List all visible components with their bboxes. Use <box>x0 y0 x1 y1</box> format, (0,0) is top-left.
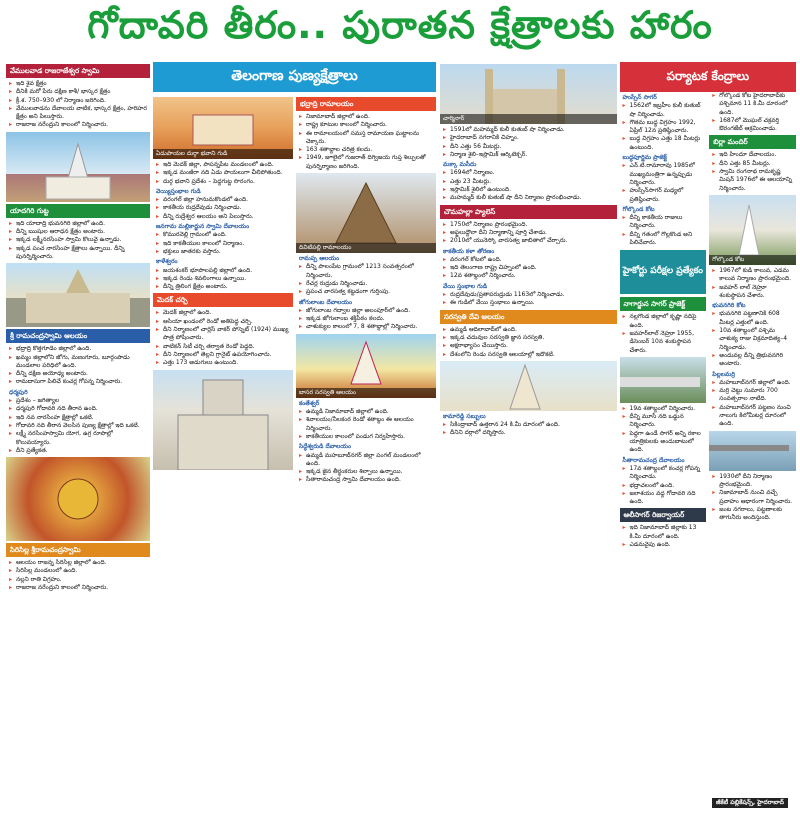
bullet-item: ▸ ఎన్.టి.రామారావు 1985లో ముఖ్యమంత్రిగా ఉన్నప్పుడు నిర్మించారు. <box>623 162 704 187</box>
bullet-item: ▸ బుద్ధ విగ్రహం ఎత్తు 18 మీటర్లు ఉంటుంది. <box>623 135 704 152</box>
column-right-right <box>620 62 797 549</box>
section-body <box>620 94 707 247</box>
bullet-item: ▸ రాష్ట్ర కూటుల కాలంలో నిర్మించారు. <box>299 121 433 129</box>
bullet-item: ▸ ఇక్కడ చదువుల సరస్వతి జ్ఞాన సరస్వతి. <box>443 334 614 342</box>
sub-head: హుస్సేన్ సాగర్ <box>622 94 657 101</box>
bullet-item: ▸ ఆలయం రాజన్న సిరిసిల్ల జిల్లాలో ఉంది. <box>9 559 147 567</box>
bullet-item: ▸ ఎత్తు 173 అడుగులు ఉంటుంది. <box>156 359 290 367</box>
bullet-item: ▸ వేములవాడను దేవాలయ వాటిక, భాస్కర క్షేత్రం, హరిహర క్షేత్రం అని పిలుస్తారు. <box>9 105 147 122</box>
section-body <box>296 255 436 332</box>
bullet-item: ▸ రుద్రదేవుడు/ప్రతాపరుద్రుడు 1163లో నిర్మించాడు. <box>443 291 614 299</box>
bullet-item: ▸ 12వ శతాబ్దంలో నిర్మించారు. <box>443 272 614 280</box>
section-head: యాదగిరి గుట్ట <box>6 204 150 218</box>
sub-head: కంతేశ్వర్ <box>299 399 320 407</box>
bullet-item: ▸ 1591లో మహమ్మద్ కులీ కుతుబ్ షా నిర్మించాడు. <box>443 126 614 134</box>
bullet-item: ▸ ఇది కాకతీయుల కాలంలో నిర్మాణం. <box>156 240 290 248</box>
bullet-item: ▸ హుస్సేన్‌సాగర్ మధ్యలో ప్రతిష్ఠించారు. <box>623 187 704 204</box>
temple-icon <box>6 132 150 202</box>
bullet-item: ▸ 1694లో నిర్మాణం. <box>443 169 614 177</box>
sub-head: కాళేశ్వరం <box>156 258 178 266</box>
bullet-item: ▸ దీని ప్రత్యేకత. <box>9 447 147 455</box>
bullet-item: ▸ ఇది హిందూ దేవాలయం. <box>712 151 793 159</box>
bullet-item: ▸ ఎడమవైపు ఉంది. <box>623 541 704 549</box>
stone-temple-image <box>296 173 436 253</box>
bullet-item: ▸ జలాశయం వద్ద గోదావరి నది ఉంది. <box>623 490 704 507</box>
bullet-item: ▸ ఈ గుడిలో వేయి స్తంభాలు ఉన్నాయి. <box>443 299 614 307</box>
bullet-item: ▸ ఇక్కడ పంచ నారసింహ క్షేత్రాలు ఉన్నాయి. దీన్ని పునర్నిర్మించారు. <box>9 245 147 262</box>
bullet-item: ▸ జయశంకర్ భూపాలపల్లి జిల్లాలో ఉంది. <box>156 267 290 275</box>
bullet-item: ▸ ఇది నిజామాబాద్ జిల్లాకు 13 కి.మీ దూరంలో ఉంది. <box>623 524 704 541</box>
section-body <box>709 92 796 133</box>
bullet-item: ▸ శివాలయం/నీలకంఠ రెండో శతాబ్దం ఈ ఆలయం నిర్మించారు. <box>299 416 433 433</box>
bullet-item: ▸ భద్రాచలంలో ఉంది. <box>623 482 704 490</box>
bullet-item: ▸ దీని నిర్మాణంలో చార్లెస్ వాకర్ పోస్నెట్ (1924) ముఖ్య పాత్ర పోషించారు. <box>156 326 290 343</box>
bullet-item: ▸ ప్రపంచ వారసత్వ కట్టడంగా గుర్తింపు. <box>299 288 433 296</box>
section-body <box>440 413 617 438</box>
section-body <box>620 405 707 507</box>
section-body <box>709 267 796 429</box>
section-body <box>620 313 707 354</box>
section-head: భద్రాద్రి రామాలయం <box>296 97 436 111</box>
section-body <box>6 220 150 261</box>
dam-icon <box>620 357 700 403</box>
bullet-item: ▸ ఉమ్మడి నిజామాబాద్ జిల్లాలో ఉంది. <box>299 408 433 416</box>
bullet-item: ▸ మహబూబ్‌నగర్ జిల్లాలో ఉంది. <box>712 379 793 387</box>
bridge-icon <box>709 431 789 471</box>
bullet-item: ▸ కొమురవెల్లి గ్రామంలో ఉంది. <box>156 231 290 239</box>
column-left <box>6 62 150 810</box>
bullet-item: ▸ చాళుక్యుల కాలంలో 7, 8 శతాబ్దాల్లో నిర్మించారు. <box>299 323 433 331</box>
bullet-item: ▸ జోగులాంబ గద్వాల జిల్లా అలంపూర్‌లో ఉంది. <box>299 307 433 315</box>
bullet-item: ▸ 163 శతాబ్దాల చరిత్ర కలదు. <box>299 146 433 154</box>
bullet-item: ▸ రాజరాజ నరేంద్రుని కాలంలో నిర్మించారు. <box>9 584 147 592</box>
banner-exam: హైకోర్టు పరీక్షల ప్రత్యేకం <box>620 250 707 294</box>
bullet-item: ▸ దేశంలోని రెండు సరస్వతి ఆలయాల్లో ఇదొకటి. <box>443 351 614 359</box>
temple-complex-icon <box>6 263 150 327</box>
bullet-item: ▸ మెదక్ జిల్లాలో ఉంది. <box>156 309 290 317</box>
section-body <box>296 400 436 485</box>
bullet-item: ▸ దీని నిర్మాణంలో తెల్లని గ్రానైట్ ఉపయోగించారు. <box>156 351 290 359</box>
section-body <box>620 524 707 549</box>
bullet-item: ▸ 1967లో కుడి కాలువ, ఎడమ కాలువ నిర్మాణం ప్రారంభమైంది. <box>712 267 793 284</box>
bullet-item: ▸ ధర్మపురి గోదావరి నది తీరాన ఉంది. <box>9 405 147 413</box>
reservoir-image <box>709 431 796 471</box>
bullet-item: ▸ గౌతమ బుద్ధ విగ్రహం 1992, ఏప్రిల్ 12న ప్రతిష్ఠించారు. <box>623 119 704 136</box>
bullet-item: ▸ ఉమ్మడి ఆదిలాబాద్‌లో ఉంది. <box>443 326 614 334</box>
sub-head: మక్కా మసీదు <box>443 161 477 169</box>
sub-head: కామారెడ్డి సబ్బులు <box>443 412 486 420</box>
bullet-item: ▸ ఇక్కడ జైన తీర్థంకరుల శిల్పాలు ఉన్నాయి. <box>299 468 433 476</box>
bullet-item: ▸ వరంగల్ జిల్లా హనుమకొండలో ఉంది. <box>156 196 290 204</box>
sub-head: ధర్మపురి <box>9 388 28 396</box>
bullet-item: ▸ క్రీ.శ. 750–930 లో నిర్మాణం జరిగింది. <box>9 97 147 105</box>
bullet-item: ▸ జంట నగరాలు, పట్టణాలకు తాగునీరు అందిస్తుంది. <box>712 506 793 523</box>
bullet-item: ▸ మహబూబ్‌నగర్ పట్టణం నుంచి నాలుగు కిలోమీటర్ల దూరంలో ఉంది. <box>712 404 793 429</box>
bullet-item: ▸ దీనికి మరో పేరు దక్షిణ కాశీ/ భాస్కర క్షేత్రం <box>9 88 147 96</box>
bullet-item: ▸ గోల్కొండ కోట హైదరాబాద్‌కు పశ్చిమాన 11 కి.మీ దూరంలో ఉంది. <box>712 92 793 117</box>
sub-head: రామప్ప ఆలయం <box>299 255 340 263</box>
edupayala-image <box>153 97 293 159</box>
bullet-item: ▸ నల్లని రాతి విగ్రహం. <box>9 576 147 584</box>
bullet-item: ▸ 19వ శతాబ్దంలో నిర్మించారు. <box>623 405 704 413</box>
section-head: సరస్వతి దేవి ఆలయం <box>440 310 617 324</box>
bullet-item: ▸ 1562లో ఇబ్రహీం కులీ కుతుబ్ షా నిర్మించాడు. <box>623 102 704 119</box>
sub-head: వెయ్యిస్తంభాల గుడి <box>156 187 201 195</box>
bullet-item: ▸ స్వామి రంగనాథ రామకృష్ణ మిషన్ 1976లో ఈ ఆలయాన్ని నిర్మించారు. <box>712 168 793 193</box>
section-body <box>6 80 150 130</box>
bullet-item: ▸ అక్షరాభ్యాసం చేయిస్తారు. <box>443 342 614 350</box>
column-middle-left <box>153 95 293 485</box>
bullet-item: ▸ జవహర్ లాల్ నెహ్రూ శంకుస్థాపన చేశారు. <box>712 284 793 301</box>
bullet-item: ▸ ఇక్కడ మంజీరా నది ఏడు పాయలుగా చీలిపోతుంది. <box>156 169 290 177</box>
bullet-item: ▸ సికింద్రాబాద్ ఉత్తరాన 24 కి.మీ దూరంలో ఉంది. <box>443 421 614 429</box>
page-title: గోదావరి తీరం.. పురాతన క్షేత్రాలకు హారం <box>87 3 713 47</box>
bullet-item: ▸ రాజరాజ నరేంద్రుని కాలంలో నిర్మించారు. <box>9 121 147 129</box>
stone-temple-icon <box>296 173 436 253</box>
sub-head: వేయి స్తంభాల గుడి <box>443 282 488 290</box>
sub-head: బుద్ధపూర్ణిమ ప్రాజెక్ట్ <box>622 154 667 162</box>
bullet-item: ▸ హైదరాబాద్ నగరానికి చిహ్నం. <box>443 134 614 142</box>
yadagiri-image <box>6 263 150 327</box>
section-body <box>440 126 617 203</box>
church-icon <box>153 370 293 470</box>
bullet-item: ▸ 1687లో మొఘల్ చక్రవర్తి ఔరంగజేబ్ ఆక్రమించాడు. <box>712 117 793 134</box>
image-caption: చార్మినార్ <box>440 114 617 124</box>
bullet-item: ▸ ఎత్తు 23 మీటర్లు. <box>443 178 614 186</box>
bullet-item: ▸ దీన్ని దక్షిణ అయోధ్య అంటారు. <box>9 370 147 378</box>
bullet-item: ▸ భక్తులు జాతరకు వస్తారు. <box>156 248 290 256</box>
charminar-image <box>440 64 617 124</box>
bullet-item: ▸ భువనగిరి పట్టణానికి 608 మీటర్ల ఎత్తులో ఉంది. <box>712 310 793 327</box>
bullet-item: ▸ గోదావరి నది తీరాన వెలసిన పుణ్య క్షేత్రాల్లో ఇది ఒకటి. <box>9 422 147 430</box>
bullet-item: ▸ ఉమ్మడి మహబూబ్‌నగర్ జిల్లా పంగల్ మండలంలో ఉంది. <box>299 452 433 469</box>
bullet-item: ▸ ఇది యాదాద్రి భువనగిరి జిల్లాలో ఉంది. <box>9 220 147 228</box>
column-middle-right <box>296 95 436 485</box>
section-body <box>6 345 150 455</box>
bullet-item: ▸ మర్రి చెట్టు సుమారు 700 సంవత్సరాల నాటిది. <box>712 387 793 404</box>
temple-tower-image <box>440 361 617 411</box>
bullet-item: ▸ అఫ్జలుద్దౌలా దీని నిర్మాణాన్ని పూర్తి చేశాడు. <box>443 229 614 237</box>
sub-head: కాకతీయ కళా తోరణం <box>443 247 495 255</box>
section-body <box>6 559 150 592</box>
bullet-item: ▸ దీన్ని త్రిలింగ క్షేత్రం అంటారు. <box>156 283 290 291</box>
bullet-item: ▸ 1930లో దీని నిర్మాణం ప్రారంభమైంది. <box>712 473 793 490</box>
sub-head: పిల్లలమర్రి <box>712 370 735 378</box>
bullet-item: ▸ ఇది మెదక్ జిల్లా, పాపన్నపేట మండలంలో ఉంది. <box>156 161 290 169</box>
bullet-item: ▸ దీన్ని కాకతీయ రాజులు నిర్మించారు. <box>623 214 704 231</box>
bullet-item: ▸ దీని ఎత్తు 85 మీటర్లు. <box>712 160 793 168</box>
image-caption: బాసర సరస్వతి ఆలయం <box>296 388 436 398</box>
bullet-item: ▸ వరంగల్ కోటలో ఉంది. <box>443 256 614 264</box>
bullet-item: ▸ దుర్గ భవాని ప్రదేశం – పెద్దగుట్ట సొరంగం. <box>156 178 290 186</box>
bullet-item: ▸ సిరిసిల్ల మండలంలో ఉంది. <box>9 567 147 575</box>
bullet-item: ▸ దీన్ని పాలంపేట గ్రామంలో 1213 సంవత్సరంలో నిర్మించారు. <box>299 263 433 280</box>
bullet-item: ▸ ఖమ్మం జిల్లాలోని జోగు, మణుగూరు, బూర్గంపాడు మండలాల పరిధిలో ఉంది. <box>9 354 147 371</box>
section-body <box>153 161 293 291</box>
sub-head: భువనగిరి కోట <box>712 302 746 310</box>
temple-image <box>6 132 150 202</box>
section-head: చౌమహల్లా ప్యాలెస్ <box>440 205 617 219</box>
sub-head: జోగులాంబ దేవాలయం <box>299 298 353 306</box>
section-body <box>709 151 796 192</box>
footer-publisher: జీకేటీ పబ్లికేషన్స్, హైదరాబాద్ <box>712 798 788 808</box>
bullet-item: ▸ దీన్ని మూసీ నది ఒడ్డున నిర్మించారు. <box>623 413 704 430</box>
bullet-item: ▸ దీన్ని ఋషుల ఆరాధన క్షేత్రం అంటారు. <box>9 228 147 236</box>
bullet-item: ▸ వాటికన్ సిటీ చర్చి తర్వాత రెండో పెద్దది. <box>156 343 290 351</box>
bullet-item: ▸ పెద్దగా ఉండే సాగర్ అన్ని రకాల యాత్రికులకు అందుబాటులో ఉంది. <box>623 430 704 455</box>
bullet-item: ▸ ఇది శైవ క్షేత్రం <box>9 80 147 88</box>
section-head: బిర్లా మందిర్ <box>709 135 796 149</box>
bullet-item: ▸ 17వ శతాబ్దంలో కంచర్ల గోపన్న నిర్మించాడు. <box>623 465 704 482</box>
section-head: సిరిసిల్ల శ్రీరామచంద్రస్వామి <box>6 543 150 557</box>
basara-image <box>296 334 436 398</box>
deity-image <box>6 457 150 541</box>
sub-head: గోల్కొండ కోట <box>622 205 655 213</box>
section-head: శ్రీ రామచంద్రస్వామి ఆలయం <box>6 329 150 343</box>
bullet-item: ▸ సీతారామచంద్ర స్వామి దేవాలయం ఉంది. <box>299 476 433 484</box>
bullet-item: ▸ ఈ రామాలయంలో సమస్త రామాయణ ఘట్టాలను చెక్కారు. <box>299 130 433 147</box>
bullet-item: ▸ రేచర్ల రుద్రుడు నిర్మించాడు. <box>299 280 433 288</box>
bullet-item: ▸ భద్రాద్రి కొత్తగూడెం జిల్లాలో ఉంది. <box>9 345 147 353</box>
bullet-item: ▸ 1949, జూలైలో గుజరాత్ దిగ్విజయ గుప్త శిల్పులతో పునర్నిర్మాణం జరిగింది. <box>299 154 433 171</box>
bullet-item: ▸ నల్లగొండ జిల్లాలో కృష్ణా నదిపై ఉంది. <box>623 313 704 330</box>
medak-church-image <box>153 370 293 470</box>
sub-head: సీతారామచంద్ర దేవాలయం <box>622 456 685 464</box>
section-body <box>296 113 436 171</box>
banner-telangana: తెలంగాణ పుణ్యక్షేత్రాలు <box>153 62 436 92</box>
bullet-item: ▸ మహమ్మద్ కులీ కుతుబ్ షా దీని నిర్మాణం ప్రారంభించాడు. <box>443 194 614 202</box>
sub-head: సిద్ధేశ్వరుడి దేవాలయం <box>299 443 352 451</box>
bullet-item: ▸ నిజామాబాద్ నుంచి వచ్చే ప్రవాహం ఆధారంగా నిర్మించారు. <box>712 489 793 506</box>
section-head: ఆలీసాగర్ రిజర్వాయర్ <box>620 508 707 522</box>
bullet-item: ▸ నిర్మాణ శైలి–ఇస్లామిక్ ఆర్కిటెక్చర్. <box>443 151 614 159</box>
bullet-item: ▸ ఇక్కడ లక్ష్మీనరసింహ స్వామి కొలువై ఉన్నాడు. <box>9 236 147 244</box>
section-body <box>440 221 617 308</box>
bullet-item: ▸ ఇస్లామిక్ శైలిలో ఉంటుంది. <box>443 186 614 194</box>
bullet-item: ▸ ఇది నవ నారసింహ క్షేత్రాల్లో ఒకటి. <box>9 414 147 422</box>
bullet-item: ▸ 2010లో యునెస్కో వారసత్వ జాబితాలో చేర్చారు. <box>443 237 614 245</box>
column-right <box>440 62 796 810</box>
bullet-item: ▸ దీనిని దర్గాలో దర్శిస్తారు. <box>443 429 614 437</box>
bullet-item: ▸ కాకతీయుల కాలంలో పండుగ నిర్వహిస్తారు. <box>299 433 433 441</box>
bullet-item: ▸ ప్రదేశం – జగిత్యాల <box>9 397 147 405</box>
banner-tourism: పర్యాటక కేంద్రాలు <box>620 62 797 92</box>
section-head: మెదక్ చర్చి <box>153 293 293 307</box>
section-head: నాగార్జున సాగర్ ప్రాజెక్ట్ <box>620 297 707 311</box>
bullet-item: ▸ ఇది తెలంగాణ రాష్ట్ర చిహ్నంలో ఉంది. <box>443 264 614 272</box>
bullet-item: ▸ అందువల్ల దీన్ని త్రిభువనగిరి అంటారు. <box>712 352 793 369</box>
section-body <box>709 473 796 523</box>
bullet-item: ▸ కాకతీయ రుద్రదేవుడు నిర్మించాడు. <box>156 204 290 212</box>
column-right-left <box>440 62 617 549</box>
bullet-item: ▸ ఇక్కడ రెండు శివలింగాలు ఉన్నాయి. <box>156 275 290 283</box>
image-caption: దివిటిపల్లి రామాలయం <box>296 243 436 253</box>
section-body <box>153 309 293 367</box>
tower-icon <box>440 361 610 411</box>
dam-image <box>620 357 707 403</box>
image-caption: ఏడుపాయల దుర్గా భవాని గుడి <box>153 149 293 159</box>
bullet-item: ▸ 10వ శతాబ్దంలో పశ్చిమ చాళుక్య రాజు విక్రమాదిత్య–4 నిర్మించాడు. <box>712 327 793 352</box>
deity-icon <box>6 457 150 541</box>
column-middle <box>153 62 436 810</box>
bullet-item: ▸ దీని ఎత్తు 56 మీటర్లు. <box>443 143 614 151</box>
bullet-item: ▸ జవహర్‌లాల్ నెహ్రూ 1955, డిసెంబర్ 10న శంకుస్థాపన చేశారు. <box>623 330 704 355</box>
section-head: వేములవాడ రాజరాజేశ్వర స్వామి <box>6 64 150 78</box>
bullet-item: ▸ దీన్ని రుద్రేశ్వర ఆలయం అని పిలుస్తారు. <box>156 213 290 221</box>
image-caption: గోల్కొండ కోట <box>709 255 796 265</box>
bullet-item: ▸ ఆసియా ఖండంలో రెండో అతిపెద్ద చర్చి. <box>156 318 290 326</box>
bullet-item: ▸ నిజామాబాద్ జిల్లాలో ఉంది. <box>299 113 433 121</box>
bullet-item: ▸ 1750లో నిర్మాణం ప్రారంభమైంది. <box>443 221 614 229</box>
section-body <box>440 326 617 359</box>
sub-head: జనగామ మల్లికార్జున స్వామి దేవాలయం <box>156 223 250 231</box>
bullet-item: ▸ దీన్ని గతంలో గొల్లకొండ అని పిలిచేవారు. <box>623 231 704 248</box>
bullet-item: ▸ లక్ష్మీ నరసింహస్వామి యోగ, ఉగ్ర రూపాల్లో కొలువయ్యారు. <box>9 430 147 447</box>
bullet-item: ▸ రామదాసుగా పిలిచే కంచర్ల గోపన్న నిర్మించారు. <box>9 378 147 386</box>
bullet-item: ▸ ఇక్కడ జోగులాంబ శక్తిపీఠం కలదు. <box>299 315 433 323</box>
birla-image <box>709 195 796 265</box>
